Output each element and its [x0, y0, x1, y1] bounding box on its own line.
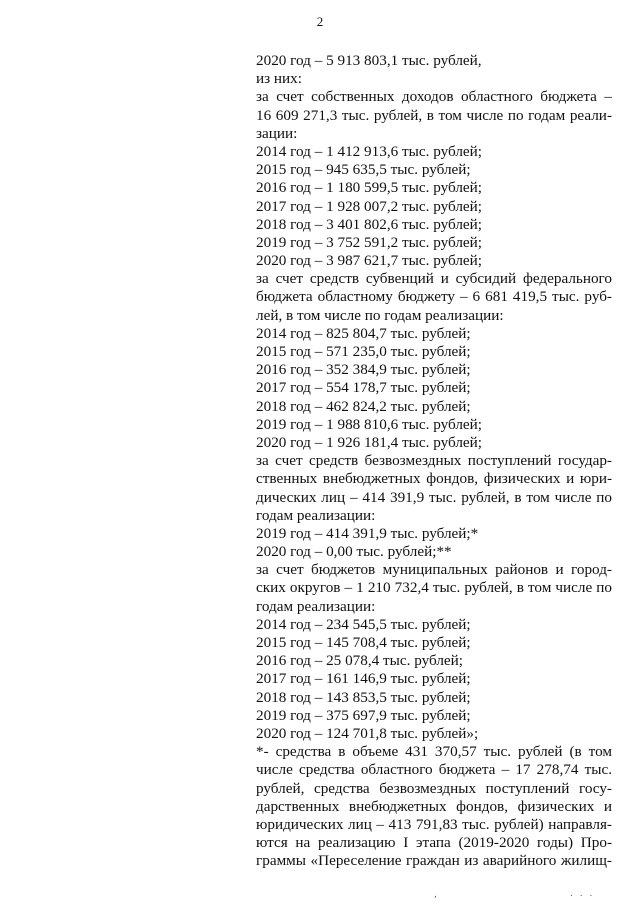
text-line: 2020 год – 1 926 181,4 тыс. рублей; [256, 433, 483, 451]
text-line: из них: [256, 70, 302, 88]
text-line: 2019 год – 414 391,9 тыс. рублей;* [256, 524, 479, 542]
text-line: 2014 год – 825 804,7 тыс. рублей; [256, 324, 471, 342]
text-line: 2015 год – 945 635,5 тыс. рублей; [256, 161, 471, 179]
text-line: зации: [256, 124, 298, 142]
text-line: за счет средств субвенций и субсидий федерального [256, 270, 612, 288]
text-line: юридических лиц – 413 791,83 тыс. рублей) направля- [256, 815, 612, 833]
text-line: граммы «Переселение граждан из аварийного жилищ- [256, 852, 612, 870]
text-line: годам реализации: [256, 506, 376, 524]
text-line: 2016 год – 352 384,9 тыс. рублей; [256, 361, 471, 379]
text-line: 2020 год – 3 987 621,7 тыс. рублей; [256, 252, 483, 270]
text-line: 2016 год – 1 180 599,5 тыс. рублей; [256, 179, 483, 197]
text-line: *- средства в объеме 431 370,57 тыс. рублей (в том [256, 743, 612, 761]
text-line: 2019 год – 375 697,9 тыс. рублей; [256, 706, 471, 724]
text-line: 2019 год – 1 988 810,6 тыс. рублей; [256, 415, 483, 433]
text-line: 2015 год – 145 708,4 тыс. рублей; [256, 634, 471, 651]
text-line: 2017 год – 1 928 007,2 тыс. рублей; [256, 197, 483, 215]
text-line: дарственных внебюджетных фондов, физических и [256, 797, 612, 815]
text-line: 2020 год – 5 913 803,1 тыс. рублей, [256, 52, 482, 69]
text-line: 2017 год – 554 178,7 тыс. рублей; [256, 379, 471, 397]
text-line: 2018 год – 3 401 802,6 тыс. рублей; [256, 215, 483, 233]
text-line: за счет бюджетов муниципальных районов и город- [256, 561, 612, 579]
text-line: 2014 год – 234 545,5 тыс. рублей; [256, 615, 471, 633]
text-line: 2019 год – 3 752 591,2 тыс. рублей; [256, 233, 483, 251]
scan-artifact: . . . [570, 889, 595, 899]
text-line: 2018 год – 143 853,5 тыс. рублей; [256, 688, 471, 706]
text-line: 16 609 271,3 тыс. рублей, в том числе по годам реали- [256, 106, 612, 124]
text-line: бюджета областному бюджету – 6 681 419,5 тыс. руб- [256, 288, 612, 306]
page-number: 2 [316, 14, 324, 29]
text-line: ственных внебюджетных фондов, физических и юри- [256, 470, 612, 488]
text-line: 2018 год – 462 824,2 тыс. рублей; [256, 397, 471, 415]
scan-artifact: , [434, 890, 437, 900]
text-line: 2014 год – 1 412 913,6 тыс. рублей; [256, 142, 483, 160]
text-line: 2017 год – 161 146,9 тыс. рублей; [256, 670, 471, 688]
text-line: годам реализации: [256, 597, 376, 615]
text-line: 2015 год – 571 235,0 тыс. рублей; [256, 343, 471, 360]
text-line: за счет средств безвозмездных поступлений государ- [256, 452, 612, 470]
text-line: дических лиц – 414 391,9 тыс. рублей, в том числе по [256, 488, 612, 506]
document-body [256, 52, 612, 870]
text-line: числе средства областного бюджета – 17 278,74 тыс. [256, 761, 612, 779]
text-line: 2016 год – 25 078,4 тыс. рублей; [256, 652, 464, 670]
text-line: за счет собственных доходов областного бюджета – [256, 88, 612, 106]
text-line: 2020 год – 124 701,8 тыс. рублей»; [256, 724, 479, 742]
text-line: рублей, средства безвозмездных поступлений госу- [256, 779, 612, 797]
text-line: 2020 год – 0,00 тыс. рублей;** [256, 543, 452, 561]
text-line: ских округов – 1 210 732,4 тыс. рублей, в том числе по [256, 579, 612, 597]
text-line: лей, в том числе по годам реализации: [256, 306, 504, 324]
text-line: ются на реализацию I этапа (2019-2020 годы) Про- [256, 834, 612, 852]
